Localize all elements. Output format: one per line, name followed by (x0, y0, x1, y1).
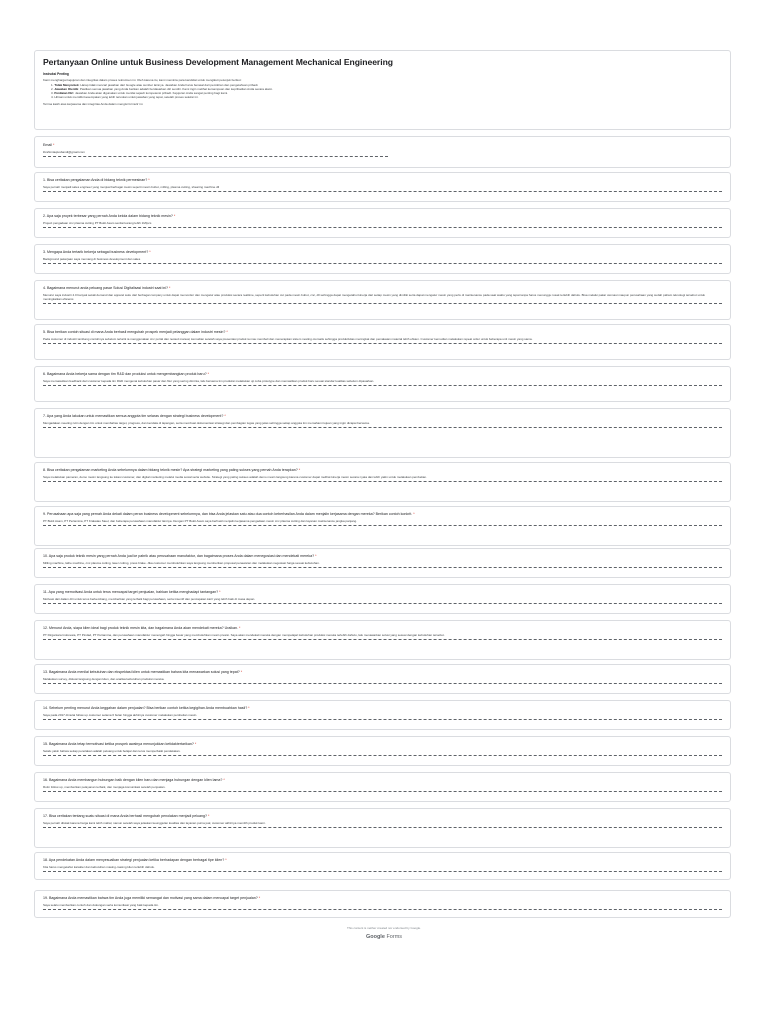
answer-underline (43, 567, 722, 568)
question-title: 6. Bagaimana Anda bekerja sama dengan tim R&D dan produksi untuk mengembangkan produk baru? * (43, 372, 210, 376)
answer-underline (43, 156, 388, 157)
rule-item: 1. Tidak Menyontek: Harap tidak mencari jawaban dari Google atau sumber lainnya. Jawaban Anda harus berasal dari pemikiran dan pengetahuan pribadi. (51, 83, 259, 87)
question-card (34, 584, 731, 614)
intro-heading: Instruksi Penting (43, 72, 69, 76)
google-forms-logo: Google Forms (365, 934, 403, 940)
answer-underline (43, 481, 722, 482)
answer-underline (43, 603, 722, 604)
answer-underline (43, 343, 722, 344)
answer-underline (43, 525, 722, 526)
question-title: 18. Apa pendekatan Anda dalam menyesuaikan strategi penjualan ketika berhadapan dengan berbagai tipe klien? * (43, 858, 227, 862)
question-title: 2. Apa saja proyek terbesar yang pernah Anda kelola dalam bidang teknik mesin? * (43, 214, 176, 218)
question-card (34, 408, 731, 458)
question-title: 8. Bisa ceritakan pengalaman marketing Anda sebelumnya dalam bidang teknik mesin? Apa strategi marketing yang paling sukses yang pernah Anda terapkan? * (43, 468, 301, 472)
question-answer[interactable]: Milling machine, lathe machine, cnc plasma cutting, laser cutting, press brake. Jika customer membutuhkan saya langsung memberikan proposal penawaran dan melakukan negosiasi harga sesuai kebutuhan. (43, 561, 320, 565)
question-answer[interactable]: Saya pernah ditolak karena harga kami lebih mahal, namun setelah saya jelaskan keunggulan kualitas dan layanan purna jual, customer akhirnya memilih produk kami. (43, 821, 266, 825)
question-card (34, 772, 731, 802)
question-card (34, 852, 731, 880)
question-title: 16. Bagaimana Anda membangun hubungan baik dengan klien baru dan menjaga hubungan dengan klien lama? * (43, 778, 225, 782)
answer-underline (43, 427, 722, 428)
question-answer[interactable]: Saya selalu memberikan contoh dan dukungan serta komunikasi yang baik kepada tim. (43, 903, 159, 907)
form-footer (0, 926, 768, 941)
rule-item: 2. Jawaban Otentik: Pastikan semua jawaban yang Anda berikan adalah berdasarkan diri sendiri. Kami ingin melihat kemampuan dan kepribadian Anda secara alami. (51, 87, 273, 91)
question-card (34, 172, 731, 202)
answer-underline (43, 827, 722, 828)
question-answer[interactable]: Background pekerjaan saya memang di business development dan sales (43, 257, 141, 261)
question-card (34, 280, 731, 320)
question-card (34, 664, 731, 694)
question-answer[interactable]: Pada customer di industri tambang contohnya sebelum tertarik ia menggunakan cnc portal dan nested manual, kemudian setelah saya presentasi produk ia mau membeli dan menerapkan sistem nesting otomatis sehingga produktivitas meningkat dan pemakaian material lebih efisien. Customer kemudian melakukan repeat order untuk beberapa unit mesin yang sama. (43, 337, 533, 341)
question-title: 10. Apa saja produk teknik mesin yang pernah Anda jual ke pabrik atau perusahaan manufaktur, dan bagaimana proses Anda dalam menegosiasi dan mendekati mereka? * (43, 554, 317, 558)
question-answer[interactable]: Motivasi dari dalam diri untuk terus berkembang, memberikan yang terbaik bagi perusahaan, serta insentif dan pencapaian karir yang lebih baik di masa depan. (43, 597, 256, 601)
question-title: 1. Bisa ceritakan pengalaman Anda di bidang teknik permesinan? * (43, 178, 150, 182)
answer-underline (43, 755, 722, 756)
question-answer[interactable]: PT Bukit Asam, PT Pertamina, PT Krakatau Steel, dan beberapa perusahaan manufaktur lainnya. Dengan PT Bukit Asam saya berhasil menjalin kerjasama pengadaan mesin cnc plasma cutting dan layanan maintenance jangka panjang. (43, 519, 357, 523)
question-answer[interactable]: Saya pada 2017 dimulai follow up customer selama 6 bulan hingga akhirnya customer melakukan pembelian mesin. (43, 713, 198, 717)
question-card (34, 208, 731, 238)
answer-underline (43, 385, 722, 386)
rules-list (43, 83, 722, 99)
question-title: 14. Sebelum penting menurut Anda keggahan dalam penjualan? Bisa berikan contoh ketika kegigihan Anda membuahkan hasil? * (43, 706, 250, 710)
question-answer[interactable]: PT Dirgantara Indonesia, PT Pindad, PT Pertamina, dan perusahaan manufaktur menengah hingga besar yang membutuhkan mesin presisi. Saya akan mendekati mereka dengan mempelajari kebutuhan produksi mereka terlebih dahulu, lalu menawarkan solusi yang sesuai dengan kebutuhan tersebut. (43, 633, 445, 637)
question-title: 13. Bagaimana Anda menilai kebutuhan dan ekspektasi klien untuk memastikan bahwa kita menawarkan solusi yang tepat? * (43, 670, 243, 674)
answer-underline (43, 263, 722, 264)
intro-footer-text: Terima kasih atas kerjasama dan integritas Anda dalam mengisi formulir ini. (43, 102, 144, 106)
answer-underline (43, 909, 722, 910)
answer-underline (43, 871, 722, 872)
question-title: 19. Bagaimana Anda memastikan bahwa tim Anda juga memiliki semangat dan motivasi yang sama dalam mencapai target penjualan? * (43, 896, 261, 900)
question-title: 9. Perusahaan apa saja yang pernah Anda dekati dalam peran business development sebelumnya, dan bisa Anda jelaskan satu atau dua contoh keberhasilan Anda dalam menjalin kerjasama dengan mereka? Berikan contoh konkrit. * (43, 512, 415, 516)
question-answer[interactable]: Project pengadaan cnc plasma cutting PT Bukit Asam senilai kurang lebih 1M/pcs (43, 221, 152, 225)
question-title: 7. Apa yang Anda lakukan untuk memastikan semua anggota tim selaras dengan strategi business development? * (43, 414, 226, 418)
rule-item: 4. Hilman untuk memiliki kesempatan yang lebih teruskan untuk jawaban yang tepat, setelah proses seleksi ini. (51, 95, 199, 99)
answer-underline (43, 639, 722, 640)
question-card (34, 244, 731, 274)
question-answer[interactable]: Selalu yakin bahwa setiap penolakan adalah peluang untuk belajar dan terus memperbaiki pendekatan. (43, 749, 181, 753)
question-card (34, 324, 731, 360)
answer-underline (43, 683, 722, 684)
question-title: 3. Mengapa Anda tertarik bekerja sebagai business development? * (43, 250, 151, 254)
question-answer[interactable]: Rutin follow up, memberikan pelayanan terbaik, dan menjaga komunikasi setelah penjualan. (43, 785, 166, 789)
answer-underline (43, 791, 722, 792)
question-answer[interactable]: Kita harus mengetahui karakter dan kebutuhan masing-masing klien terlebih dahulu. (43, 865, 155, 869)
question-answer[interactable]: Saya melakukan pameran, demo mesin langsung ke lokasi customer, dan digital marketing melalui media sosial serta website. Strategi yang paling sukses adalah demo mesin langsung karena customer dapat melihat kinerja mesin secara nyata dan lebih yakin untuk melakukan pembelian. (43, 475, 427, 479)
email-value[interactable]: ibrahimtaqiusbandi@gmail.com (43, 150, 85, 154)
question-answer[interactable]: Menurut saya industri 4.0 banyak sekali demand dan apparel suku dari berbagai company untuk dapat memonitor dan mengatur atau produksi secara realtime, seperti kebutuhan cut pada mesin bubut, cnc, dll sehingga dapat mengetahui kinerja dari setiap mesin yang dimiliki serta dapat mengatur mesin yang perlu di maintenance pada saat waktu yang tepat tanpa harus menunggu rusak terlebih dahulu. Bisa melalui pakar otomasi maupun perusahaan yang sudah paham teknologi tersebut untuk meningkatkan efisiensi. (43, 293, 705, 301)
question-title: 5. Bisa berikan contoh situasi di mana Anda berhasil mengubah prospek menjadi pelanggan dalam industri mesin? * (43, 330, 228, 334)
question-card (34, 890, 731, 918)
email-label: Email * (43, 143, 55, 147)
disclaimer-text: This content is neither created nor endorsed by Google. (346, 926, 422, 930)
form-title: Pertanyaan Online untuk Business Development Management Mechanical Engineering (43, 57, 393, 67)
question-card (34, 736, 731, 766)
question-answer[interactable]: Mengadakan meeting rutin dengan tim untuk membahas target, progress, dan kendala di lapangan, serta membuat dokumentasi strategi dan pembagian tugas yang jelas sehingga setiap anggota tim memahami tujuan yang ingin dicapai bersama. (43, 421, 370, 425)
question-card (34, 620, 731, 660)
answer-underline (43, 719, 722, 720)
intro-text: Kami menghargai kejujuran dan integritas dalam proses rekrutmen ini. Oleh karena itu, kami meminta para kandidat untuk mengikuti petunjuk berikut: (43, 78, 242, 82)
question-card (34, 700, 731, 730)
question-answer[interactable]: Saya memasukkan feedback dari customer kepada tim R&D mengenai kebutuhan pasar dan fitur yang sering diminta, lalu bersama tim produksi melakukan uji coba prototype dan memastikan produk baru sesuai standar kualitas sebelum dipasarkan. (43, 379, 375, 383)
answer-underline (43, 303, 722, 304)
question-answer[interactable]: Saya pernah menjadi sales engineer yang menjual berbagai mesin seperti mesin bubut, milling, plasma cutting, shearing machine dll (43, 185, 220, 189)
question-title: 4. Bagaimana menurut anda peluang pasar Solusi Digitalisasi industri saat ini? * (43, 286, 171, 290)
email-card (34, 136, 731, 168)
question-title: 17. Bisa ceritakan tentang suatu situasi di mana Anda berhasil mengubah penolakan menjadi peluang? * (43, 814, 210, 818)
question-title: 11. Apa yang memotivasi Anda untuk terus mencapai target penjualan, bahkan ketika menghadapi tantangan? * (43, 590, 221, 594)
question-card (34, 506, 731, 546)
answer-underline (43, 191, 722, 192)
question-card (34, 366, 731, 402)
question-answer[interactable]: Melakukan survey, diskusi langsung dengan klien, dan analisa kebutuhan produksi mereka. (43, 677, 165, 681)
question-title: 12. Menurut Anda, siapa klien ideal bagi produk teknik mesin kita, dan bagaimana Anda akan mendekati mereka? Uraikan. * (43, 626, 241, 630)
answer-underline (43, 227, 722, 228)
question-card (34, 548, 731, 578)
question-card (34, 808, 731, 848)
rule-item: 3. Penilaian Diri: Jawaban Anda akan digunakan untuk menilai sejauh kompetensi pribadi. Kejujuran Anda sangat penting bagi kami. (51, 91, 228, 95)
form-header-card (34, 50, 731, 130)
question-title: 15. Bagaimana Anda tetap termotivasi ketika prospek awalnya menunjukkan ketidaktertarikan? * (43, 742, 197, 746)
question-card (34, 462, 731, 502)
